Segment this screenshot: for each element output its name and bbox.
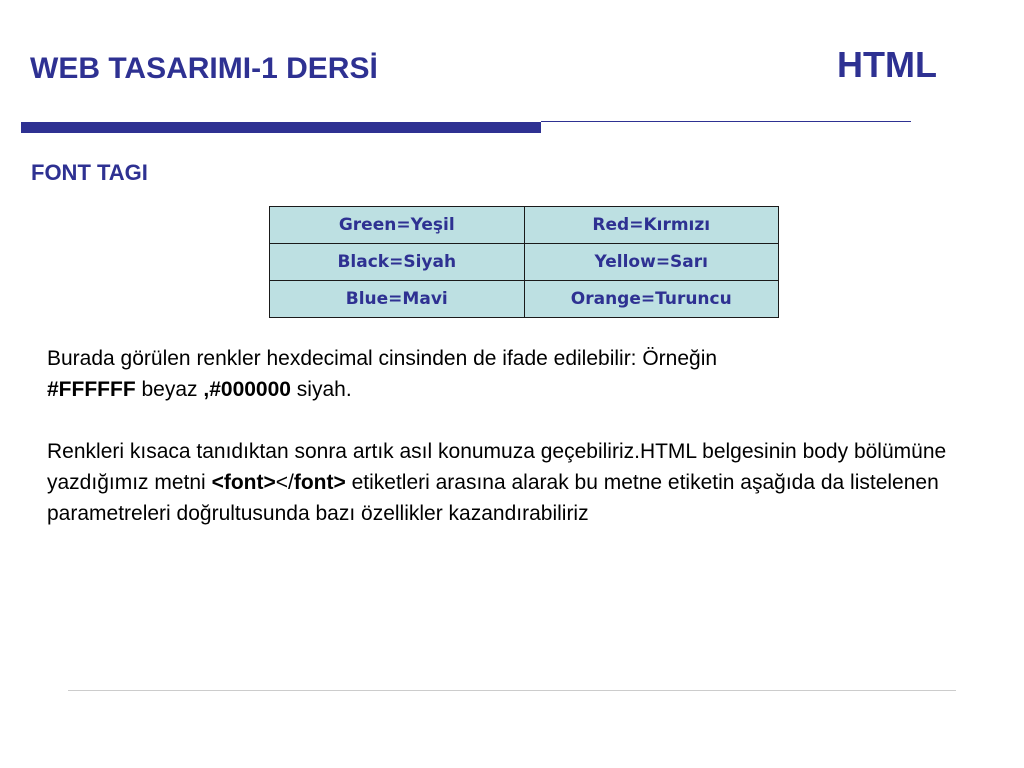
paragraph-text: etiketleri arasına alarak bu metne etiketin aşağıda da listelenen parametreleri doğrultusunda bazı özellikler kazandırabiliriz — [47, 471, 939, 525]
section-heading: FONT TAGI — [31, 160, 148, 185]
paragraph-text: siyah. — [290, 378, 352, 401]
table-cell: Green=Yeşil — [270, 207, 525, 244]
footer-rule — [68, 690, 956, 691]
paragraph-text: Burada görülen renkler hexdecimal cinsinden de ifade edilebilir: Örneğin — [47, 347, 718, 370]
header-rule-thick — [21, 122, 541, 133]
paragraph-text: Renkleri kısaca tanıdıktan sonra artık asıl konumuza geçebiliriz.HTML belgesinin body bölümüne yazdığımız metni — [47, 440, 947, 494]
table-row — [270, 207, 779, 244]
paragraph-hex-colors — [47, 343, 977, 405]
color-table — [269, 206, 779, 318]
course-title: WEB TASARIMI-1 DERSİ — [30, 52, 378, 85]
paragraph-text: beyaz — [135, 378, 204, 401]
tag-slash: </ — [275, 471, 294, 494]
table-cell: Black=Siyah — [270, 244, 525, 281]
hex-black-code: ,#000000 — [203, 378, 291, 401]
header-rule-thin — [541, 121, 911, 122]
paragraph-font-tag — [47, 436, 977, 529]
table-cell: Orange=Turuncu — [524, 281, 779, 318]
table-cell: Red=Kırmızı — [524, 207, 779, 244]
table-row — [270, 281, 779, 318]
table-cell: Yellow=Sarı — [524, 244, 779, 281]
body-text — [47, 343, 977, 560]
table-row — [270, 244, 779, 281]
font-close-tag: font> — [293, 471, 346, 494]
font-open-tag: <font> — [211, 471, 276, 494]
table-cell: Blue=Mavi — [270, 281, 525, 318]
hex-white-code: #FFFFFF — [47, 378, 136, 401]
topic-title: HTML — [837, 44, 937, 85]
